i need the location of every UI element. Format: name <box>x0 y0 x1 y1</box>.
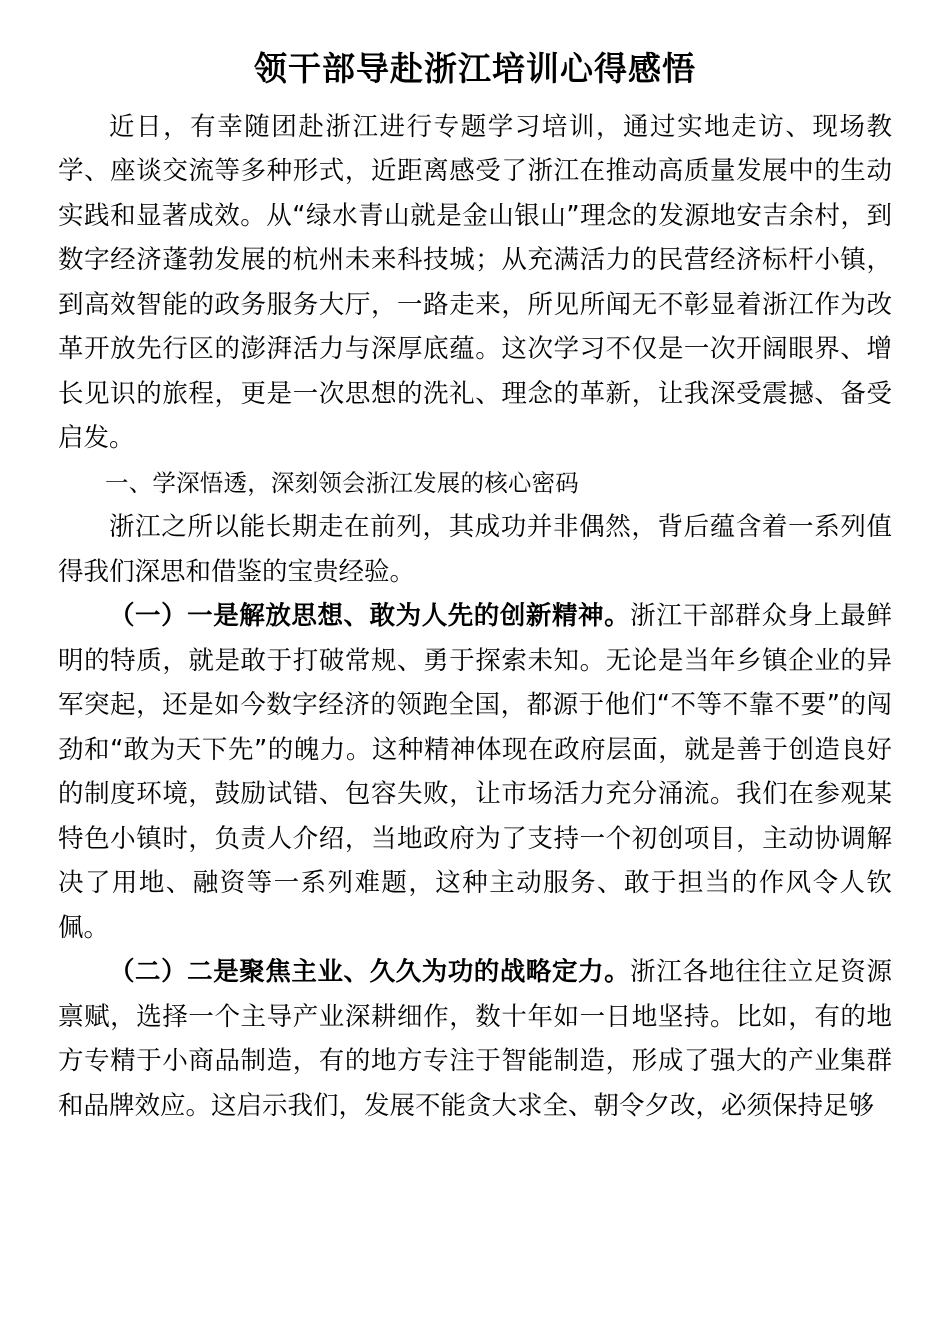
subsection-2-body: 浙江各地往往立足资源禀赋，选择一个主导产业深耕细作，数十年如一日地坚持。比如，有的地方专精于小商品制造，有的地方专注于智能制造，形成了强大的产业集群和品牌效应。这启示我们，发展不能贪大求全、朝令夕改，必须保持足够 <box>58 957 892 1121</box>
subsection-1 <box>58 594 892 950</box>
section-1-intro: 浙江之所以能长期走在前列，其成功并非偶然，背后蕴含着一系列值得我们深思和借鉴的宝贵经验。 <box>58 512 892 587</box>
subsection-1-body: 浙江干部群众身上最鲜明的特质，就是敢于打破常规、勇于探索未知。无论是当年乡镇企业的异军突起，还是如今数字经济的领跑全国，都源于他们“不等不靠不要”的闯劲和“敢为天下先”的魄力。这种精神体现在政府层面，就是善于创造良好的制度环境，鼓励试错、包容失败，让市场活力充分涌流。我们在参观某特色小镇时，负责人介绍，当地政府为了支持一个初创项目，主动协调解决了用地、融资等一系列难题，这种主动服务、敢于担当的作风令人钦佩。 <box>58 601 892 943</box>
subsection-1-lead: （一）一是解放思想、敢为人先的创新精神。 <box>109 601 631 632</box>
subsection-2 <box>58 950 892 1128</box>
page-title: 领干部导赴浙江培训心得感悟 <box>254 49 696 88</box>
section-heading-1: 一、学深悟透，深刻领会浙江发展的核心密码 <box>105 468 579 497</box>
intro-paragraph: 近日，有幸随团赴浙江进行专题学习培训，通过实地走访、现场教学、座谈交流等多种形式，近距离感受了浙江在推动高质量发展中的生动实践和显著成效。从“绿水青山就是金山银山”理念的发源地安吉余村，到数字经济蓬勃发展的杭州未来科技城；从充满活力的民营经济标杆小镇，到高效智能的政务服务大厅，一路走来，所见所闻无不彰显着浙江作为改革开放先行区的澎湃活力与深厚底蕴。这次学习不仅是一次开阔眼界、增长见识的旅程，更是一次思想的洗礼、理念的革新，让我深受震撼、备受启发。 <box>58 111 892 454</box>
subsection-2-lead: （二）二是聚焦主业、久久为功的战略定力。 <box>109 957 631 988</box>
